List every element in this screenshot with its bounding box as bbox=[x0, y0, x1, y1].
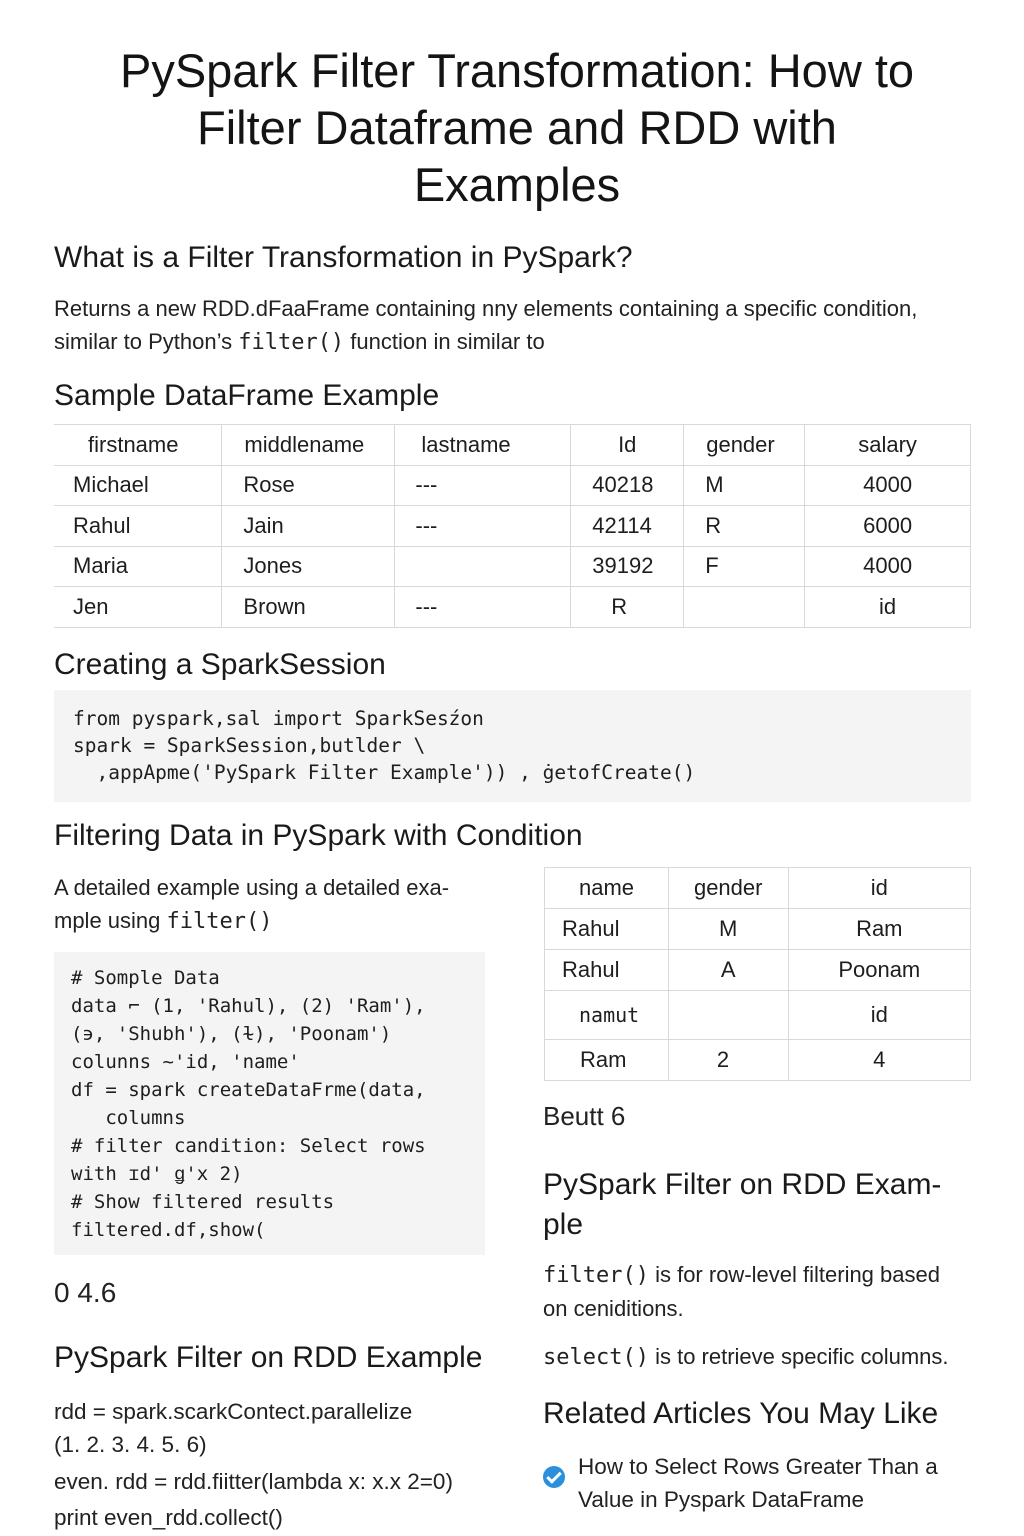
table-cell: R bbox=[571, 587, 684, 628]
table-cell: Jen bbox=[54, 587, 222, 628]
table-cell: 6000 bbox=[805, 506, 971, 547]
code-block-filter-example bbox=[54, 952, 485, 1255]
table-cell: Rose bbox=[222, 465, 395, 506]
column-header: Id bbox=[571, 425, 684, 466]
code-line: df = spark createDataFrme(data, bbox=[71, 1079, 426, 1101]
table-cell bbox=[668, 991, 788, 1040]
code-line: spark = SparkSession,butlder \ bbox=[73, 734, 426, 757]
table-row bbox=[54, 506, 971, 547]
code-line: colunns ~'id, 'name' bbox=[71, 1051, 300, 1073]
column-header: salary bbox=[805, 425, 971, 466]
table-cell: M bbox=[684, 465, 805, 506]
table-cell: Michael bbox=[54, 465, 222, 506]
table-cell: Brown bbox=[222, 587, 395, 628]
section-heading-sample: Sample DataFrame Example bbox=[54, 379, 440, 412]
rdd-p2-text: is to retrieve specific columns. bbox=[648, 1344, 949, 1369]
table-cell: Ram bbox=[788, 909, 970, 950]
inline-code-filter: filter() bbox=[543, 1263, 649, 1288]
table-row bbox=[545, 1040, 971, 1081]
table-cell: Maria bbox=[54, 546, 222, 587]
code-line: columns bbox=[71, 1107, 186, 1129]
section-heading-rdd-left: PySpark Filter on RDD Example bbox=[54, 1341, 483, 1374]
rdd-heading-line-2: ple bbox=[543, 1208, 584, 1241]
table-cell: Rahul bbox=[545, 909, 669, 950]
table-cell: M bbox=[668, 909, 788, 950]
table-row bbox=[54, 546, 971, 587]
sample-dataframe-table bbox=[54, 424, 971, 628]
code-line: # Somple Data bbox=[71, 967, 220, 989]
table-cell: namut bbox=[545, 991, 669, 1040]
table-cell: 4 bbox=[788, 1040, 970, 1081]
code-line: from pyspark,sal import SparkSesźon bbox=[73, 707, 484, 730]
table-row bbox=[54, 465, 971, 506]
section-heading-rdd-right bbox=[543, 1165, 941, 1245]
column-header: lastname bbox=[395, 425, 571, 466]
filtering-desc-line-1: A detailed example using a detailed exa- bbox=[54, 875, 450, 900]
table-cell: 4000 bbox=[805, 546, 971, 587]
check-circle-icon bbox=[543, 1466, 565, 1488]
column-header: id bbox=[788, 868, 970, 909]
filter-result-table bbox=[544, 867, 971, 1081]
table-cell bbox=[395, 546, 571, 587]
what-description bbox=[54, 292, 1014, 359]
rdd-line: print even_rdd.collect() bbox=[54, 1505, 283, 1530]
code-line: filtered.df,show( bbox=[71, 1219, 266, 1241]
inline-code-select: select() bbox=[543, 1345, 649, 1370]
what-line-1: Returns a new RDD.dFaaFrame containing nny elements containing a specific condition, bbox=[54, 296, 918, 321]
rdd-code-lines bbox=[54, 1395, 524, 1534]
table-cell bbox=[684, 587, 805, 628]
table-cell: --- bbox=[395, 506, 571, 547]
table-cell: Ram bbox=[545, 1040, 669, 1081]
filtering-description bbox=[54, 871, 524, 938]
table-cell: --- bbox=[395, 465, 571, 506]
table-cell: Jain bbox=[222, 506, 395, 547]
code-line: (϶, 'Shubh'), (ɫ), 'Poonam') bbox=[71, 1023, 392, 1045]
inline-code-filter: filter() bbox=[166, 909, 273, 934]
inline-code-filter: filter() bbox=[238, 330, 345, 355]
section-heading-related: Related Articles You May Like bbox=[543, 1397, 939, 1430]
page-title: PySpark Filter Transformation: How to Filter Dataframe and RDD with Examples bbox=[119, 44, 915, 211]
code-line: # Show filtered results bbox=[71, 1191, 335, 1213]
result-caption: Beutt 6 bbox=[543, 1101, 626, 1131]
rdd-right-paragraph-2 bbox=[543, 1340, 1003, 1374]
section-heading-filtering: Filtering Data in PySpark with Condition bbox=[54, 819, 583, 852]
related-article-link[interactable]: How to Select Rows Greater Than a Value in Pyspark DataFrame bbox=[578, 1454, 938, 1512]
code-line: with ɪd' ǥ'x 2) bbox=[71, 1163, 243, 1185]
version-note: 0 4.6 bbox=[54, 1277, 117, 1308]
table-cell: F bbox=[684, 546, 805, 587]
table-cell: Rahul bbox=[545, 950, 669, 991]
rdd-p1-text-a: is for row-level filtering based bbox=[648, 1262, 940, 1287]
table-cell: A bbox=[668, 950, 788, 991]
code-line: ,appApme('PySpark Filter Example')) , ġetofCreate() bbox=[73, 761, 696, 784]
column-header: gender bbox=[684, 425, 805, 466]
table-cell: 39192 bbox=[571, 546, 684, 587]
table-row bbox=[545, 950, 971, 991]
column-header: gender bbox=[668, 868, 788, 909]
table-cell: --- bbox=[395, 587, 571, 628]
code-line: # filter candition: Select rows bbox=[71, 1135, 426, 1157]
what-line-2a: similar to Python’s bbox=[54, 329, 239, 354]
code-line: data ⌐ (1, 'Rahul), (2) 'Ram'), bbox=[71, 995, 426, 1017]
table-row bbox=[545, 991, 971, 1040]
table-cell: 42114 bbox=[571, 506, 684, 547]
rdd-right-paragraph-1 bbox=[543, 1258, 983, 1325]
column-header: firstname bbox=[54, 425, 222, 466]
table-cell: 40218 bbox=[571, 465, 684, 506]
table-row bbox=[545, 909, 971, 950]
table-header-row bbox=[54, 425, 971, 466]
table-cell: 4000 bbox=[805, 465, 971, 506]
rdd-line: rdd = spark.scarkContect.parallelize bbox=[54, 1399, 413, 1424]
column-header: middlename bbox=[222, 425, 395, 466]
rdd-line: even. rdd = rdd.fiitter(lambda x: x.x 2=0) bbox=[54, 1469, 453, 1494]
filtering-desc-line-2: mple using bbox=[54, 908, 167, 933]
table-cell: Jones bbox=[222, 546, 395, 587]
table-cell: R bbox=[684, 506, 805, 547]
table-cell: Rahul bbox=[54, 506, 222, 547]
table-cell: id bbox=[805, 587, 971, 628]
what-line-2b: function in similar to bbox=[344, 329, 545, 354]
table-cell: Poonam bbox=[788, 950, 970, 991]
section-heading-what: What is a Filter Transformation in PySpark? bbox=[54, 241, 633, 274]
table-header-row bbox=[545, 868, 971, 909]
code-block-session bbox=[54, 690, 971, 802]
rdd-p1-text-b: on ceniditions. bbox=[543, 1296, 684, 1321]
rdd-line: (1. 2. 3. 4. 5. 6) bbox=[54, 1432, 207, 1457]
rdd-heading-line-1: PySpark Filter on RDD Exam- bbox=[543, 1168, 942, 1201]
table-row bbox=[54, 587, 971, 628]
column-header: name bbox=[545, 868, 669, 909]
table-cell: 2 bbox=[668, 1040, 788, 1081]
section-heading-session: Creating a SparkSession bbox=[54, 648, 386, 681]
table-cell: id bbox=[788, 991, 970, 1040]
